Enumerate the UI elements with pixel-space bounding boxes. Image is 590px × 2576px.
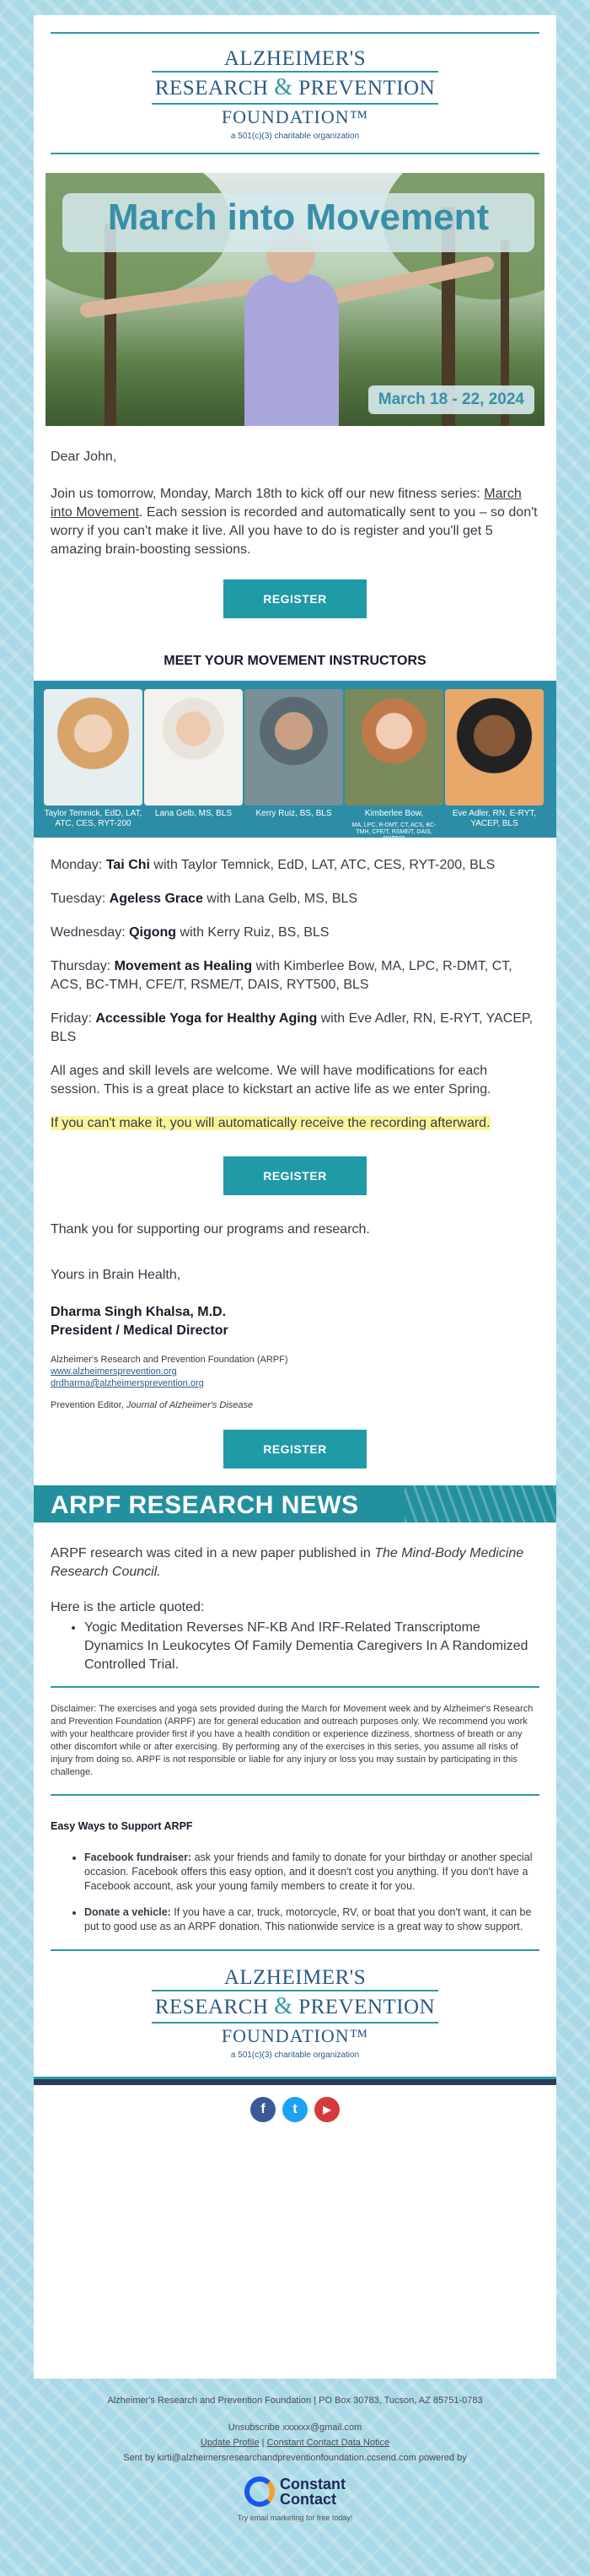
schedule-instructor: with Eve Adler, RN, E-RYT, YACEP, BLS: [51, 1011, 534, 1044]
instructor-photo: [244, 689, 343, 806]
instructor-card: [244, 689, 343, 838]
signoff-closing: Yours in Brain Health,: [51, 1268, 181, 1282]
hero-dates: March 18 - 22, 2024: [368, 385, 534, 414]
support-item-text: ask your friends and family to donate for your birthday or another special occasion. Facebook offers this easy option, and it doesn't cost you anything. If you don't have a Facebook account, ask your young family members to create it for you.: [84, 1851, 533, 1892]
cc-word-2: Contact: [280, 2491, 336, 2508]
support-item-text: If you have a car, truck, motorcycle, RV, or boat that you don't want, it can be put to good use as an ARPF donation. This nationwide service is a great way to show support.: [84, 1906, 532, 1932]
schedule-class: Movement as Healing: [114, 959, 253, 973]
schedule-day: Wednesday:: [51, 925, 130, 940]
cc-word-1: Constant: [280, 2476, 346, 2492]
instructor-caption: Kerry Ruiz, BS, BLS: [255, 809, 332, 818]
logo-line-2: [152, 1990, 438, 2024]
instructor-card: [345, 689, 443, 842]
logo-prevention: PREVENTION: [298, 77, 436, 100]
logo-research: RESEARCH: [154, 77, 269, 100]
hero-title: March into Movement: [107, 197, 490, 238]
signoff-title: President / Medical Director: [51, 1323, 228, 1338]
news-journal: The Mind-Body Medicine Research Council.: [51, 1546, 524, 1579]
schedule-item: [51, 1010, 539, 1047]
divider: [51, 1794, 539, 1796]
footer-sep: |: [259, 2438, 267, 2448]
schedule-instructor: with Kimberlee Bow, MA, LPC, R-DMT, CT, ACS, BC-TMH, CFE/T, RSME/T, DAIS, RYT500, BLS: [51, 959, 512, 992]
register-button-2[interactable]: REGISTER: [223, 1156, 367, 1195]
header-divider: [51, 153, 539, 154]
march-into-movement-link[interactable]: March into Movement: [51, 487, 522, 520]
instructor-photo: [445, 689, 544, 806]
schedule-class: Ageless Grace: [109, 892, 203, 906]
instructor-photo: [144, 689, 243, 806]
schedule-class: Qigong: [129, 925, 177, 940]
constant-contact-icon: [244, 2476, 275, 2507]
data-notice-link[interactable]: Constant Contact Data Notice: [266, 2438, 390, 2448]
logo-tagline: a 501(c)(3) charitable organization: [230, 2051, 360, 2060]
all-ages-paragraph: All ages and skill levels are welcome. We will have modifications for each session. This is a great place to kickstart an active life as we enter Spring.: [51, 1064, 491, 1097]
top-divider: [51, 32, 539, 34]
instructor-card: [44, 689, 142, 838]
logo-ampersand: &: [274, 1993, 293, 2019]
unsubscribe-link[interactable]: Unsubscribe xxxxxx@gmail.com: [228, 2422, 362, 2433]
divider: [51, 1686, 539, 1688]
logo-line-3: FOUNDATION™: [221, 106, 369, 127]
schedule-item: [51, 890, 539, 908]
schedule-list: [34, 856, 556, 1133]
facebook-icon[interactable]: f: [250, 2097, 276, 2122]
schedule-class: Accessible Yoga for Healthy Aging: [95, 1011, 318, 1026]
schedule-day: Monday:: [51, 858, 106, 872]
support-item: [84, 1905, 539, 1934]
schedule-day: Friday:: [51, 1011, 96, 1026]
schedule-day: Tuesday:: [51, 892, 110, 906]
research-news-title: ARPF RESEARCH NEWS: [51, 1491, 359, 1519]
greeting: Dear John,: [51, 450, 117, 464]
research-news-body: [34, 1544, 556, 1674]
social-links: [34, 2097, 556, 2122]
schedule-instructor: with Taylor Temnick, EdD, LAT, ATC, CES, RYT-200, BLS: [149, 858, 496, 872]
email-card: [34, 15, 556, 2379]
intro-text-a: Join us tomorrow, Monday, March 18th to kick off our new fitness series:: [51, 487, 485, 501]
schedule-item: [51, 924, 539, 942]
constant-contact-logo[interactable]: [244, 2476, 346, 2507]
support-section: [34, 1819, 556, 1934]
arpf-logo-footer[interactable]: [34, 1966, 556, 2060]
news-text: ARPF research was cited in a new paper published in: [51, 1546, 375, 1560]
logo-line-2: [152, 71, 438, 105]
footer-address: Alzheimer's Research and Prevention Foundation | PO Box 30783, Tucson, AZ 85751-0783: [107, 2395, 483, 2406]
hero-image[interactable]: [46, 173, 544, 426]
instructor-card: [144, 689, 243, 838]
news-article-intro: Here is the article quoted:: [51, 1600, 205, 1614]
intro-text-b: . Each session is recorded and automatically sent to you – so don't worry if you can't make it live. All you have to do is register and you'll get 5 amazing brain-boosting sessions.: [51, 505, 538, 557]
youtube-icon[interactable]: ▶: [314, 2097, 340, 2122]
schedule-item: [51, 856, 539, 875]
signoff-name: Dharma Singh Khalsa, M.D.: [51, 1305, 227, 1319]
schedule-instructor: with Kerry Ruiz, BS, BLS: [176, 925, 330, 940]
instructor-credentials: MA, LPC, R-DMT, CT, ACS, BC-TMH, CFE/T, RSME/T, DAIS, RYT500: [351, 822, 437, 842]
schedule-item: [51, 957, 539, 994]
instructors-banner: [34, 681, 556, 842]
register-button-3[interactable]: REGISTER: [223, 1430, 367, 1469]
footer-rule-navy: [34, 2079, 556, 2085]
arpf-logo[interactable]: [34, 47, 556, 141]
logo-line-3: FOUNDATION™: [221, 2025, 369, 2046]
schedule-day: Thursday:: [51, 959, 115, 973]
instructors-heading: MEET YOUR MOVEMENT INSTRUCTORS: [164, 654, 426, 668]
logo-tagline: a 501(c)(3) charitable organization: [230, 132, 360, 141]
instructor-name: Kimberlee Bow,: [364, 809, 424, 818]
recording-note: [51, 1114, 539, 1133]
instructor-caption: Lana Gelb, MS, BLS: [154, 809, 233, 818]
support-item-label: Facebook fundraiser:: [84, 1851, 192, 1863]
schedule-instructor: with Lana Gelb, MS, BLS: [202, 892, 358, 906]
instructor-photo: [44, 689, 142, 806]
signoff-org: Alzheimer's Research and Prevention Foundation (ARPF): [51, 1355, 288, 1365]
dna-decoration: [405, 1485, 556, 1522]
thanks-text: Thank you for supporting our programs and research.: [51, 1222, 370, 1237]
sent-by: Sent by kirti@alzheimersresearchandpreventionfoundation.ccsend.com powered by: [123, 2453, 467, 2463]
instructor-photo: [345, 689, 443, 806]
instructor-caption: Taylor Temnick, EdD, LAT, ATC, CES, RYT-200: [44, 809, 142, 828]
support-item: [84, 1851, 539, 1894]
research-news-banner: [34, 1485, 556, 1522]
support-item-label: Donate a vehicle:: [84, 1906, 171, 1918]
page-footer: [0, 2394, 590, 2525]
logo-ampersand: &: [274, 74, 293, 100]
logo-line-1: ALZHEIMER'S: [223, 47, 367, 70]
editor-line: [51, 1399, 539, 1411]
constant-contact-wordmark: [280, 2476, 346, 2507]
disclaimer: Disclaimer: The exercises and yoga sets provided during the March for Movement week and by Alzheimer's Research and Prevention Foundation (ARPF) are for general education and outreach purposes only. We recommend you work with your healthcare provider first if you have a health condition or experience dizziness, shortness of breath or any other discomfort while or after exercising. By performing any of the exercises in this series, you assume all risks of injury from doing so. ARPF is not responsible or liable for any injury or loss you may sustain by participating in this challenge.: [51, 1704, 534, 1777]
twitter-icon[interactable]: t: [282, 2097, 308, 2122]
support-heading: Easy Ways to Support ARPF: [51, 1820, 193, 1832]
logo-research: RESEARCH: [154, 1996, 269, 2018]
instructor-card: [445, 689, 544, 838]
footer-links: [0, 2436, 590, 2449]
update-profile-link[interactable]: Update Profile: [200, 2438, 260, 2448]
intro-paragraph: [51, 485, 539, 559]
logo-prevention: PREVENTION: [298, 1996, 436, 2018]
logo-line-1: ALZHEIMER'S: [223, 1966, 367, 1989]
website-link[interactable]: www.alzheimersprevention.org: [51, 1366, 177, 1377]
schedule-class: Tai Chi: [105, 858, 150, 872]
instructor-caption: Eve Adler, RN, E-RYT, YACEP, BLS: [452, 809, 537, 828]
editor-journal: Journal of Alzheimer's Disease: [126, 1400, 254, 1410]
cc-tagline: Try email marketing for free today!: [237, 2514, 353, 2522]
register-button-1[interactable]: REGISTER: [223, 579, 367, 618]
person-body: [244, 274, 339, 426]
news-article-item: • Yogic Meditation Reverses NF-KB And IRF-Related Transcriptome Dynamics In Leukocytes Of Family Dementia Caregivers In A Randomized Controlled Trial.: [84, 1619, 539, 1674]
news-paragraph: [51, 1544, 539, 1582]
email-link[interactable]: drdharma@alzheimersprevention.org: [51, 1378, 204, 1388]
recording-highlight: If you can't make it, you will automatically receive the recording afterward.: [51, 1116, 491, 1130]
tree-trunk: [105, 224, 116, 426]
divider: [51, 1949, 539, 1951]
editor-role: Prevention Editor,: [51, 1400, 126, 1410]
